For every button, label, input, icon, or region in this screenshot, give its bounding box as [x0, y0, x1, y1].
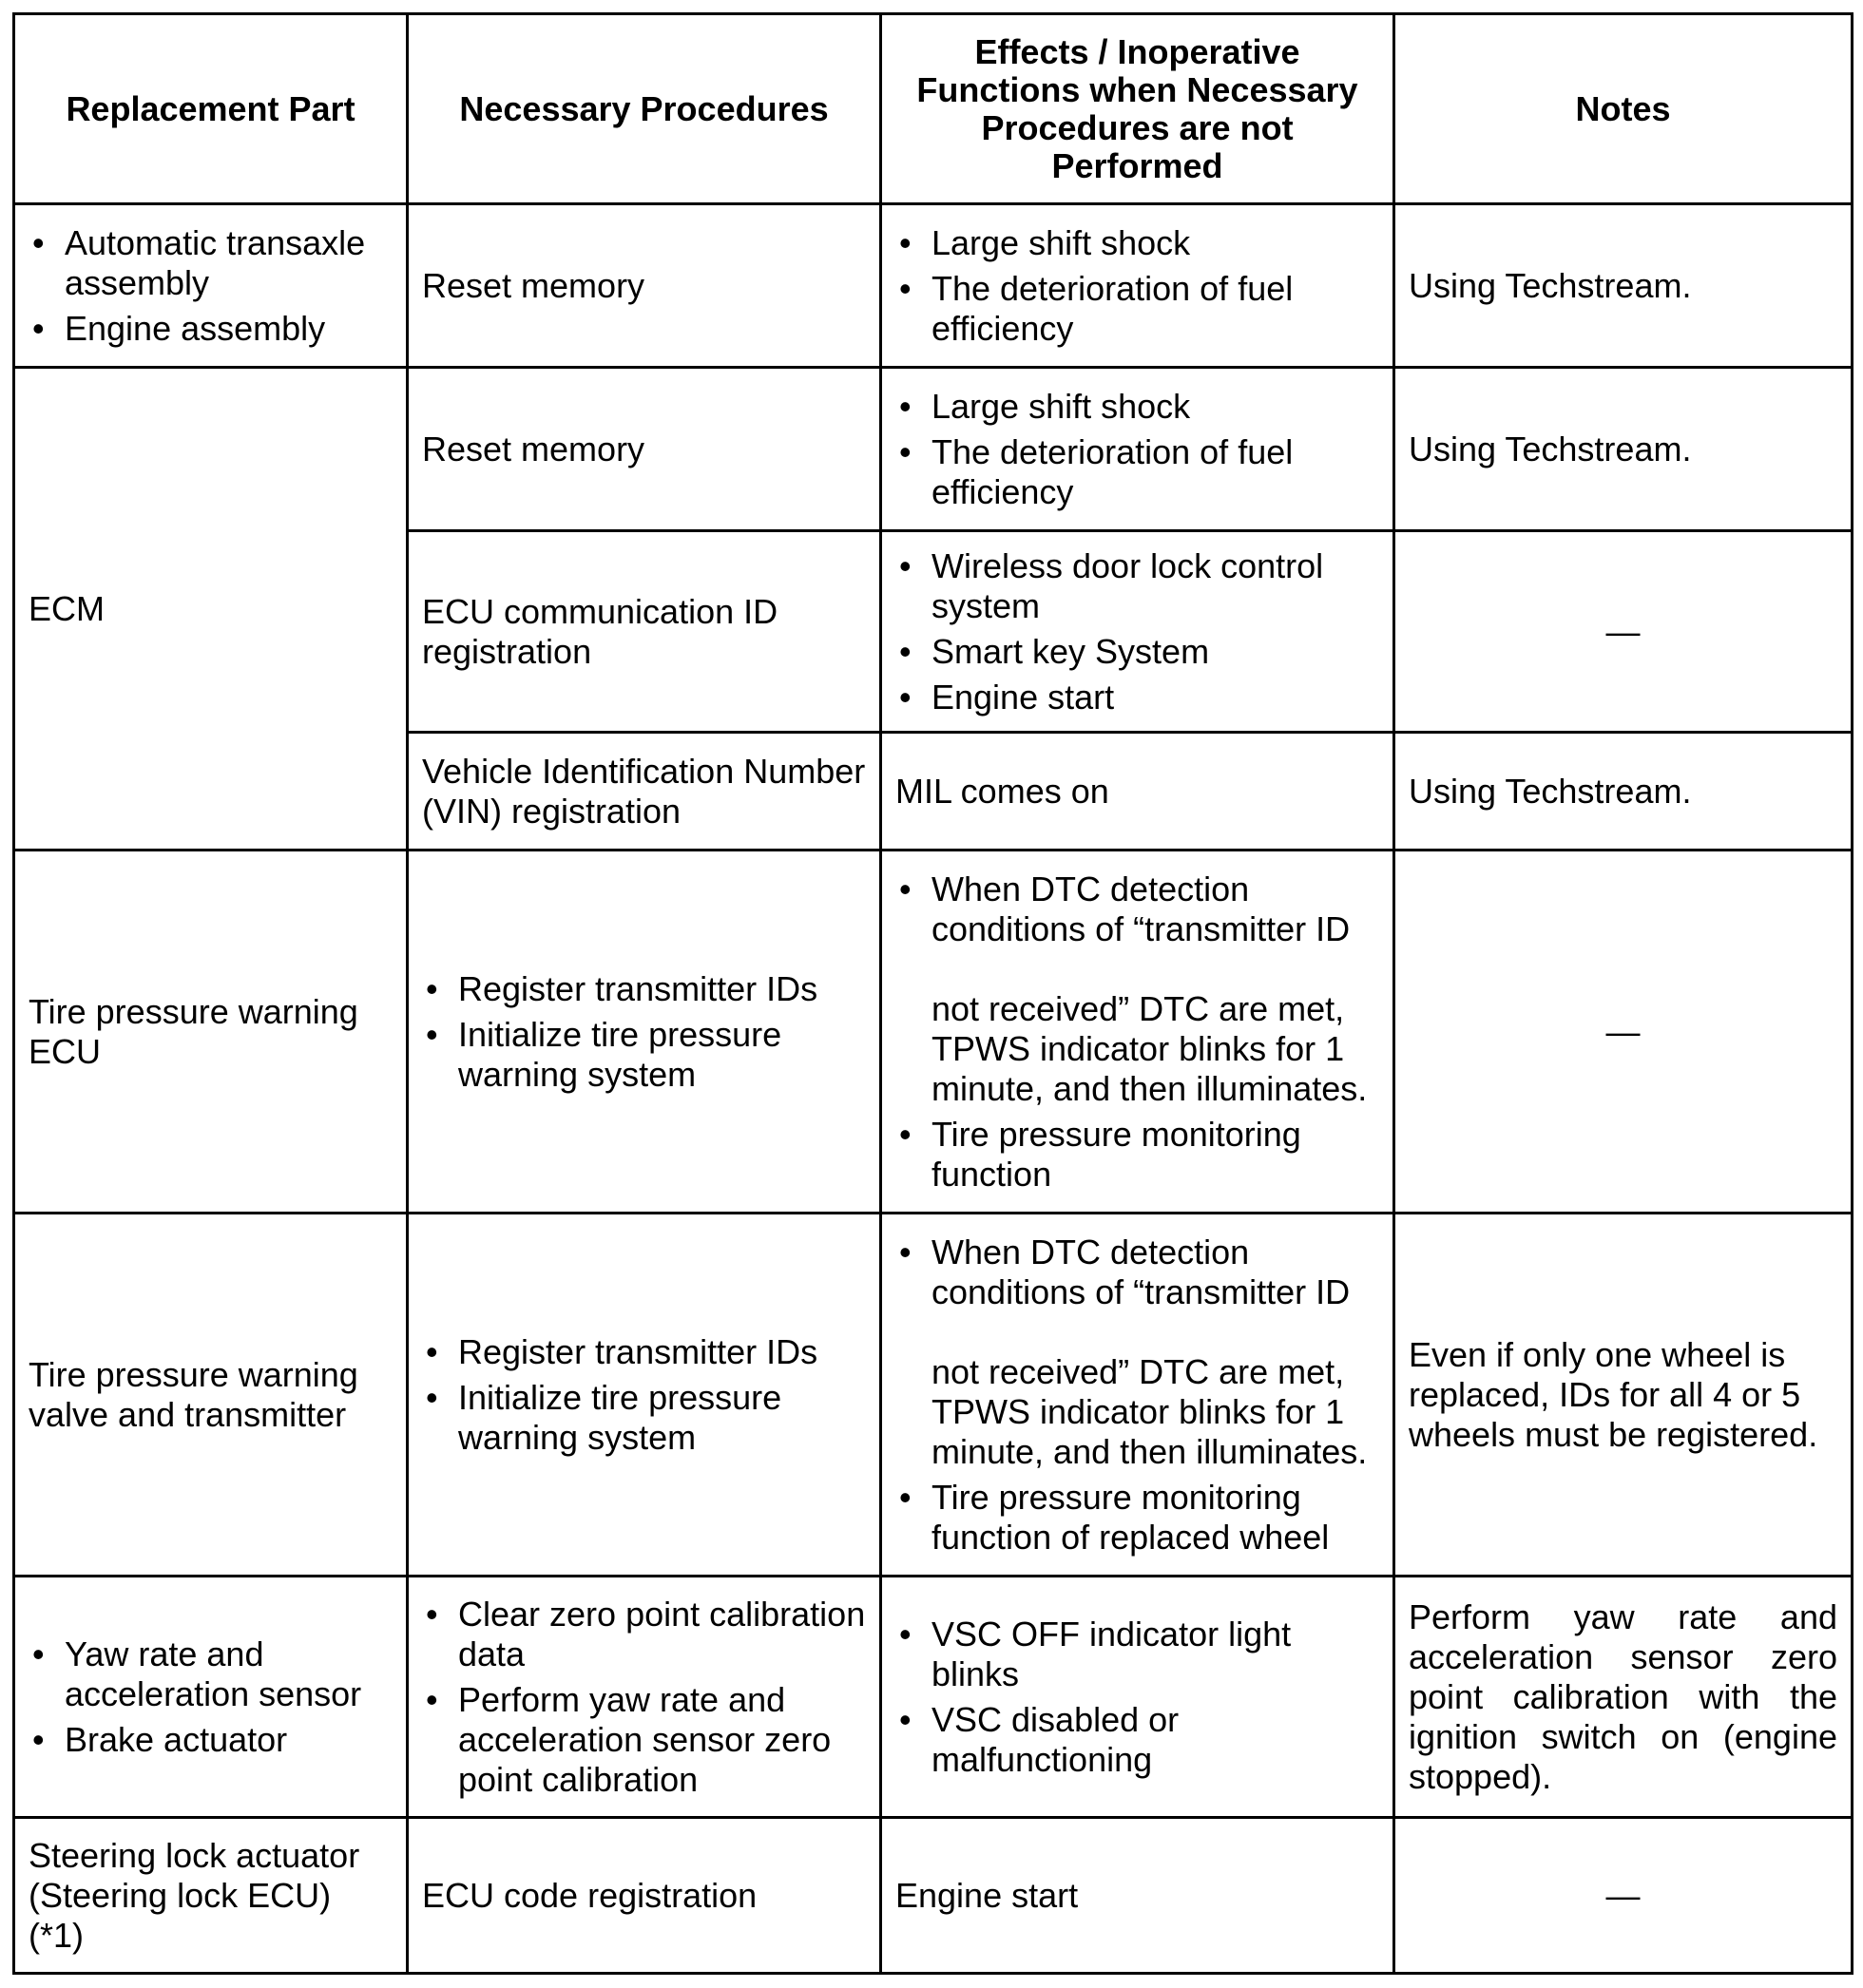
table-row [14, 204, 1853, 368]
list-item: • Initialize tire pressure warning system [422, 1378, 866, 1458]
effects-cell [881, 368, 1394, 531]
procedure-cell: Vehicle Identification Number (VIN) registration [408, 733, 881, 851]
effects-cell: Engine start [881, 1818, 1394, 1974]
procedure-cell: ECU communication ID registration [408, 531, 881, 733]
effect-text: not received” DTC are met, TPWS indicator blinks for 1 minute, and then illuminates. [932, 1351, 1368, 1471]
effects-cell [881, 851, 1394, 1214]
table-row [14, 368, 1853, 531]
effects-cell: MIL comes on [881, 733, 1394, 851]
header-replacement-part: Replacement Part [14, 14, 408, 204]
replacement-part-cell [14, 204, 408, 368]
header-effects: Effects / Inoperative Functions when Necessary Procedures are not Performed [881, 14, 1394, 204]
list-item: • Initialize tire pressure warning system [422, 1015, 866, 1095]
notes-cell: Even if only one wheel is replaced, IDs for all 4 or 5 wheels must be registered. [1394, 1214, 1853, 1577]
procedure-cell [408, 1577, 881, 1818]
procedure-cell: Reset memory [408, 368, 881, 531]
procedure-cell: Reset memory [408, 204, 881, 368]
table-row [14, 1577, 1853, 1818]
list-item: • VSC disabled or malfunctioning [895, 1700, 1379, 1780]
list-item: • Yaw rate and acceleration sensor [29, 1634, 393, 1714]
list-item: • Large shift shock [895, 223, 1379, 263]
list-item: • Tire pressure monitoring function of replaced wheel [895, 1478, 1379, 1558]
header-necessary-procedures: Necessary Procedures [408, 14, 881, 204]
notes-cell: Using Techstream. [1394, 204, 1853, 368]
list-item: • Engine start [895, 678, 1379, 717]
effects-cell [881, 531, 1394, 733]
replacement-part-cell: Tire pressure warning ECU [14, 851, 408, 1214]
replacement-part-cell: Steering lock actuator (Steering lock ECU) (*1) [14, 1818, 408, 1974]
notes-cell: Using Techstream. [1394, 368, 1853, 531]
list-item: • VSC OFF indicator light blinks [895, 1615, 1379, 1694]
notes-cell: Perform yaw rate and acceleration sensor zero point calibration with the ignition switch on (engine stopped). [1394, 1577, 1853, 1818]
procedure-cell: ECU code registration [408, 1818, 881, 1974]
list-item: • Smart key System [895, 632, 1379, 672]
effects-cell [881, 1214, 1394, 1577]
procedures-table [12, 12, 1853, 1975]
table-row [14, 1818, 1853, 1974]
list-item [895, 870, 1379, 1109]
list-item: • Automatic transaxle assembly [29, 223, 393, 303]
list-item: • Tire pressure monitoring function [895, 1115, 1379, 1195]
notes-cell: — [1394, 1818, 1853, 1974]
notes-cell: — [1394, 851, 1853, 1214]
effects-cell [881, 204, 1394, 368]
notes-cell: — [1394, 531, 1853, 733]
notes-cell: Using Techstream. [1394, 733, 1853, 851]
effect-text: not received” DTC are met, TPWS indicator blinks for 1 minute, and then illuminates. [932, 988, 1368, 1108]
list-item [895, 1233, 1379, 1472]
list-item: • Large shift shock [895, 387, 1379, 427]
procedure-cell [408, 851, 881, 1214]
effect-text: When DTC detection conditions of “transmitter ID [932, 869, 1351, 948]
effect-text: When DTC detection conditions of “transmitter ID [932, 1232, 1351, 1311]
list-item: • Wireless door lock control system [895, 546, 1379, 626]
list-item: • Register transmitter IDs [422, 969, 866, 1009]
list-item: • Brake actuator [29, 1720, 393, 1760]
replacement-part-cell: Tire pressure warning valve and transmitter [14, 1214, 408, 1577]
replacement-part-cell: ECM [14, 368, 408, 851]
table-row [14, 851, 1853, 1214]
list-item: • Clear zero point calibration data [422, 1595, 866, 1674]
effects-cell [881, 1577, 1394, 1818]
list-item: • The deterioration of fuel efficiency [895, 269, 1379, 349]
table-row [14, 1214, 1853, 1577]
list-item: • Engine assembly [29, 309, 393, 349]
list-item: • Perform yaw rate and acceleration sensor zero point calibration [422, 1680, 866, 1800]
procedure-cell [408, 1214, 881, 1577]
replacement-part-cell [14, 1577, 408, 1818]
header-row [14, 14, 1853, 204]
list-item: • The deterioration of fuel efficiency [895, 432, 1379, 512]
list-item: • Register transmitter IDs [422, 1332, 866, 1372]
header-notes: Notes [1394, 14, 1853, 204]
